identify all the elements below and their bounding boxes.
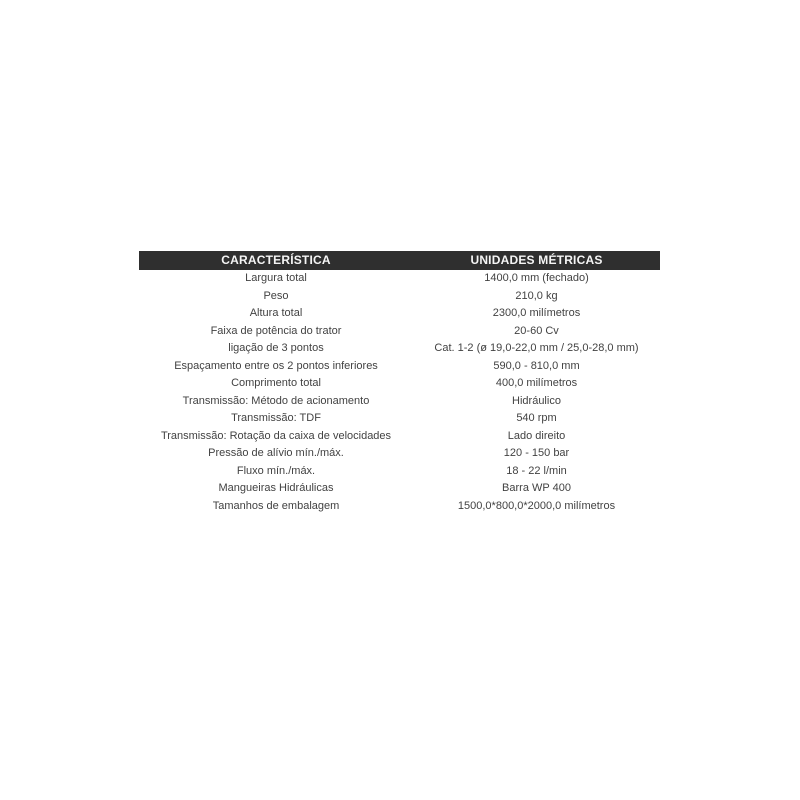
value-cell: 210,0 kg [515,289,558,302]
value-cell: 400,0 milímetros [495,377,578,389]
spec-table-header [139,251,660,270]
table-row [139,288,660,306]
table-row [139,463,660,481]
feature-cell: Largura total [245,272,307,284]
value-cell: 120 - 150 bar [503,447,570,459]
feature-cell: Comprimento total [231,377,321,389]
feature-cell: Transmissão: Método de acionamento [182,394,370,407]
table-row [139,393,660,411]
feature-cell: Altura total [249,307,303,319]
value-cell: 540 rpm [516,412,557,424]
feature-cell: Peso [263,289,289,302]
table-row [139,428,660,446]
table-row [139,498,660,516]
value-cell: 2300,0 milímetros [492,307,581,319]
header-cell-unidades-metricas: UNIDADES MÉTRICAS [413,251,660,270]
table-row [139,480,660,498]
table-row [139,358,660,376]
value-cell: 1500,0*800,0*2000,0 milímetros [457,499,616,512]
table-row [139,410,660,428]
value-cell: 590,0 - 810,0 mm [493,359,580,372]
spec-table [139,251,660,515]
value-cell: Cat. 1-2 (ø 19,0-22,0 mm / 25,0-28,0 mm) [434,342,639,354]
feature-cell: Mangueiras Hidráulicas [218,482,334,494]
feature-cell: Tamanhos de embalagem [212,499,340,512]
value-cell: 20-60 Cv [514,324,559,337]
table-row [139,323,660,341]
header-cell-caracteristica: CARACTERÍSTICA [139,251,413,270]
spec-table-body [139,270,660,515]
feature-cell: Espaçamento entre os 2 pontos inferiores [174,359,378,372]
feature-cell: Faixa de potência do trator [210,324,342,337]
table-row [139,305,660,323]
value-cell: 1400,0 mm (fechado) [484,272,589,284]
table-row [139,340,660,358]
header-row [139,251,660,270]
value-cell: Barra WP 400 [502,482,571,494]
feature-cell: Transmissão: Rotação da caixa de velocidades [160,429,392,442]
value-cell: 18 - 22 l/min [506,464,567,477]
value-cell: Hidráulico [512,394,561,407]
table-row [139,270,660,288]
feature-cell: Fluxo mín./máx. [236,464,316,477]
feature-cell: ligação de 3 pontos [228,342,324,354]
table-row [139,445,660,463]
feature-cell: Pressão de alívio mín./máx. [208,447,344,459]
table-row [139,375,660,393]
value-cell: Lado direito [507,429,566,442]
feature-cell: Transmissão: TDF [231,412,321,424]
